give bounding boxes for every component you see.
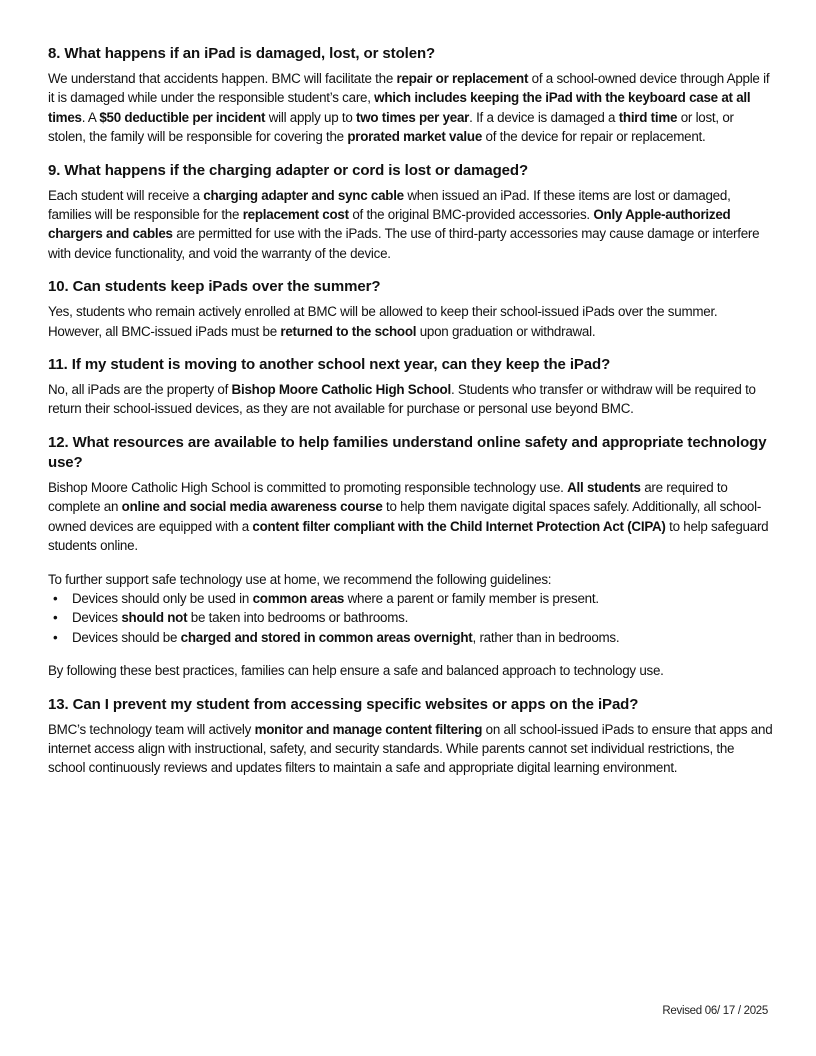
bold-text: repair or replacement (396, 71, 529, 86)
bold-text: charged and stored in common areas overnight (180, 629, 473, 645)
text-run: are required to complete an (48, 479, 728, 515)
faq-question: 10. Can students keep iPads over the summer? (48, 278, 381, 296)
faq-section (48, 695, 773, 778)
text-run: Devices (72, 610, 122, 626)
faq-question: 12. What resources are available to help families understand online safety and appropriate technology use? (48, 433, 767, 471)
bold-text: content filter compliant with the Child Internet Protection Act (CIPA) (252, 518, 666, 534)
faq-answer-paragraph (48, 186, 773, 264)
faq-answer-paragraph (48, 69, 773, 147)
paragraph-spacer (48, 556, 773, 570)
faq-sections (48, 44, 773, 778)
guidelines-list (48, 589, 773, 647)
text-run: By following these best practices, families can help ensure a safe and balanced approach to technology use. (48, 663, 664, 679)
text-run: BMC’s technology team will actively (48, 721, 255, 737)
faq-answer-paragraph (48, 661, 773, 680)
bold-text: common areas (252, 590, 345, 606)
faq-answer-paragraph (48, 380, 773, 419)
faq-answer-paragraph (48, 720, 773, 778)
text-run: . If a device is damaged a (469, 109, 619, 125)
bold-text: All students (567, 479, 641, 495)
faq-answer-paragraph (48, 570, 773, 589)
faq-question: 11. If my student is moving to another school next year, can they keep the iPad? (48, 356, 611, 374)
text-run: Each student will receive a (48, 187, 204, 203)
bold-text: third time (618, 109, 678, 125)
bold-text: two times per year (356, 109, 470, 125)
text-run: Bishop Moore Catholic High School is committed to promoting responsible technology use. (48, 479, 568, 495)
text-run: or lost, or stolen, the family will be responsible for covering the (48, 109, 734, 145)
text-run: Devices should be (72, 629, 181, 645)
text-run: . A (81, 109, 100, 125)
text-run: . Students who transfer or withdraw will be required to return their school-issued devices, as they are not available for purchase or personal use beyond BMC. (48, 382, 756, 417)
text-run: , rather than in bedrooms. (472, 629, 620, 645)
text-run: to help them navigate digital spaces safely. Additionally, all school-owned devices are equipped with a (48, 499, 762, 534)
text-run: be taken into bedrooms or bathrooms. (187, 610, 409, 626)
bold-text: Bishop Moore Catholic High School (231, 382, 451, 398)
revision-date: Revised 06/ 17 / 2025 (662, 1005, 768, 1017)
text-run: when issued an iPad. If these items are lost or damaged, families will be responsible for the (48, 187, 731, 223)
bold-text: $50 deductible per incident (99, 109, 266, 125)
guideline-item (72, 608, 773, 627)
faq-question: 13. Can I prevent my student from accessing specific websites or apps on the iPad? (48, 695, 639, 713)
text-run: To further support safe technology use at home, we recommend the following guidelines: (48, 571, 552, 587)
bold-text: online and social media awareness course (121, 499, 383, 515)
bold-text: charging adapter and sync cable (203, 187, 404, 203)
faq-question: 9. What happens if the charging adapter or cord is lost or damaged? (48, 161, 529, 179)
text-run: where a parent or family member is present. (344, 590, 599, 606)
text-run: of a school-owned device through Apple if it is damaged while under the responsible student’s care, (48, 71, 770, 106)
text-run: of the device for repair or replacement. (482, 129, 706, 145)
faq-answer-paragraph (48, 302, 773, 341)
bold-text: which includes keeping the iPad with the keyboard case at all times (48, 90, 751, 125)
faq-answer-paragraph (48, 478, 773, 556)
text-run: to help safeguard students online. (48, 518, 769, 554)
text-run: are permitted for use with the iPads. The use of third-party accessories may cause damage or interfere with device functionality, and void the warranty of the device. (48, 226, 760, 261)
text-run: will apply up to (265, 109, 357, 125)
faq-section (48, 277, 773, 341)
bold-text: returned to the school (280, 323, 417, 339)
guideline-item (72, 628, 773, 647)
bold-text: should not (121, 610, 188, 626)
document-page (48, 44, 773, 792)
text-run: upon graduation or withdrawal. (416, 323, 596, 339)
text-run: Devices should only be used in (72, 590, 253, 606)
faq-question: 8. What happens if an iPad is damaged, lost, or stolen? (48, 45, 436, 62)
faq-section (48, 355, 773, 419)
faq-section (48, 161, 773, 264)
faq-section (48, 44, 773, 147)
text-run: Yes, students who remain actively enrolled at BMC will be allowed to keep their school-issued iPads over the summer. However, all BMC-issued iPads must be (48, 304, 718, 339)
bold-text: replacement cost (242, 207, 349, 223)
paragraph-spacer (48, 647, 773, 661)
text-run: on all school-issued iPads to ensure that apps and internet access align with instructional, safety, and security standards. While parents cannot set individual restrictions, the school continuously reviews and updates filters to maintain a safe and appropriate digital learning environment. (48, 721, 773, 776)
text-run: of the original BMC-provided accessories. (348, 207, 594, 223)
bold-text: Only Apple-authorized chargers and cables (48, 207, 731, 242)
faq-section (48, 433, 773, 681)
guideline-item (72, 589, 773, 608)
bold-text: prorated market value (347, 129, 483, 145)
text-run: We understand that accidents happen. BMC will facilitate the (48, 71, 397, 86)
text-run: No, all iPads are the property of (48, 382, 232, 398)
bold-text: monitor and manage content filtering (254, 721, 483, 737)
